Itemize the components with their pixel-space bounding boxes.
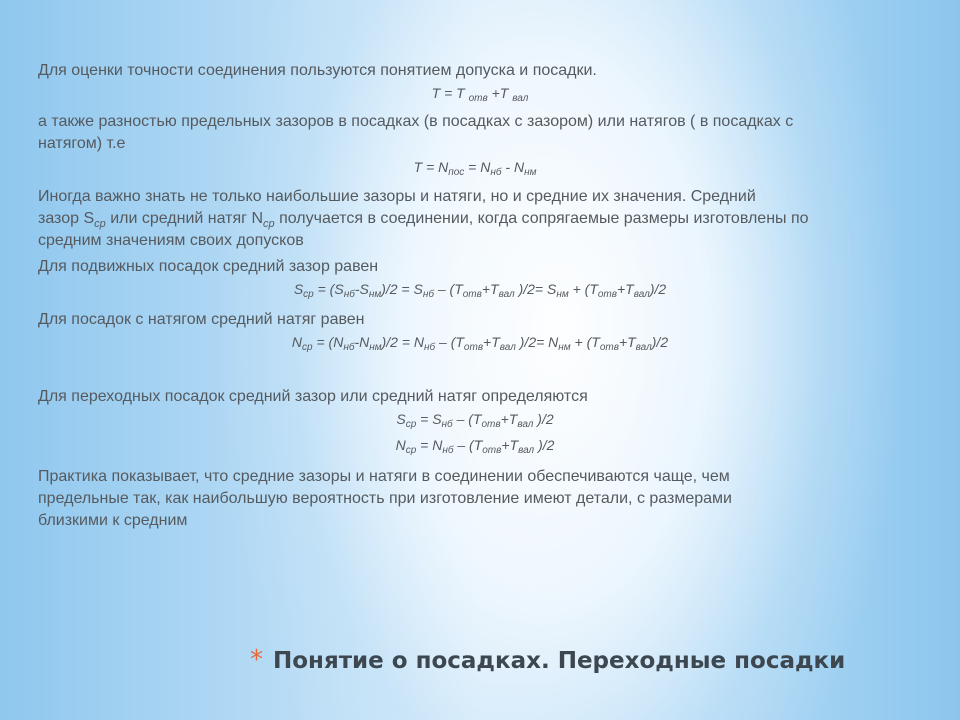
transition-fits-text: Для переходных посадок средний зазор или средний натяг определяются (38, 388, 588, 405)
formula-tolerance: T = T $_{отв}$ +T $_{вал}$ (431, 85, 529, 104)
important-text-line-3: средним значениям своих допусков (38, 232, 304, 249)
important-text-line-1: Иногда важно знать не только наибольшие зазоры и натяги, но и средние их значения. Средний (38, 188, 756, 205)
practice-text-line-2: предельные так, как наибольшую вероятность при изготовление имеют детали, с размерами (38, 490, 732, 507)
slide-title (250, 645, 870, 685)
also-text-line-1: а также разностью предельных зазоров в посадках (в посадках с зазором) или натягов ( в посадках с (38, 113, 794, 130)
formula-transition-interference: $N_{ср} = N_{нб} - (T_{отв}+T_{вал}$ )/2 (395, 437, 555, 456)
practice-text-line-1: Практика показывает, что средние зазоры и натяги в соединении обеспечиваются чаще, чем (38, 468, 730, 485)
formula-fit-tolerance: $T = N_{пос} = N_{нб} - N_{нм}$ (413, 159, 537, 178)
formula-transition-clearance: $S_{ср} = S_{нб} - (T_{отв}+T_{вал}$ )/2 (396, 411, 554, 430)
formula-mean-interference: $N_{ср} = (N_{нб}-N_{нм})/2 = N_{нб} - (T_{отв}+T_{вал}$ )$/2= N_{нм} + (T_{отв}+T_{вал})/2$ (291, 334, 669, 353)
important-text-line-2: зазор $S_{ср}$ или средний натяг $N_{ср}$ получается в соединении, когда сопрягаемые размеры изготовлены по (38, 210, 809, 231)
interference-fits-text: Для посадок с натягом средний натяг равен (38, 311, 365, 328)
also-text-line-2: натягом) т.е (38, 135, 126, 152)
slide-title-text: Понятие о посадках. Переходные посадки (273, 648, 846, 674)
title-bullet-icon: * (250, 645, 263, 675)
practice-text-line-3: близкими к средним (38, 512, 188, 529)
formula-mean-clearance: $S_{ср} = (S_{нб}-S_{нм})/2 = S_{нб} - (T_{отв}+T_{вал}$ )$/2= S_{нм} + (T_{отв}+T_{вал})/2$ (293, 281, 667, 300)
intro-text: Для оценки точности соединения пользуются понятием допуска и посадки. (38, 62, 597, 79)
movable-fits-text: Для подвижных посадок средний зазор равен (38, 258, 379, 275)
